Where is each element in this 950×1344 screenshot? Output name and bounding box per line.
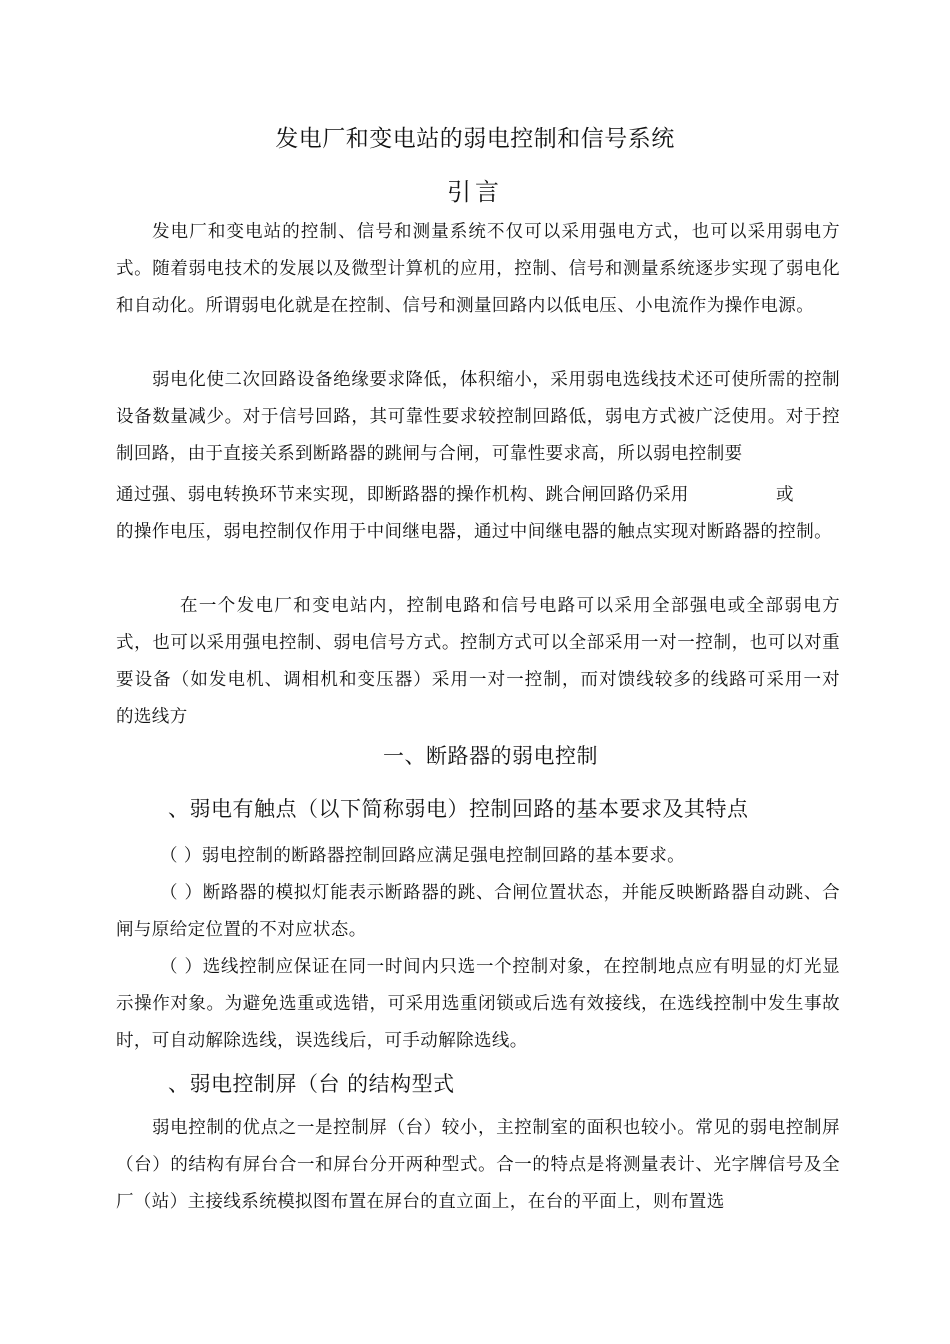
requirement-item-2: （ ）断路器的模拟灯能表示断路器的跳、合闸位置状态，并能反映断路器自动跳、合闸与原给定位置的不对应状态。 (116, 883, 840, 940)
paragraph-3: 在一个发电厂和变电站内，控制电路和信号电路可以采用全部强电或全部弱电方式，也可以采用强电控制、弱电信号方式。控制方式可以全部采用一对一控制，也可以对重要设备（如发电机、调相机和变压器）采用一对一控制，而对馈线较多的线路可采用一对 的选线方 (116, 596, 858, 727)
paragraph-2-line-right: 或 (776, 485, 794, 505)
subsection-heading-2: 、弱电控制屏（台 的结构型式 (168, 1072, 455, 1096)
requirement-item-1: （ ）弱电控制的断路器控制回路应满足强电控制回路的基本要求。 (160, 846, 686, 866)
document-title: 发电厂和变电站的弱电控制和信号系统 (275, 126, 675, 152)
section-heading-1: 一、断路器的弱电控制 (383, 744, 598, 768)
subsection-heading-1: 、弱电有触点（以下简称弱电）控制回路的基本要求及其特点 (168, 797, 749, 821)
paragraph-1: 发电厂和变电站的控制、信号和测量系统不仅可以采用强电方式，也可以采用弱电方式。随着弱电技术的发展以及微型计算机的应用，控制、信号和测量系统逐步实现了弱电化和自动化。所谓弱电化就是在控制、信号和测量回路内以低电压、小电流作为操作电源。 (116, 222, 840, 316)
paragraph-2a: 弱电化使二次回路设备绝缘要求降低，体积缩小，采用弱电选线技术还可使所需的控制设备数量减少。对于信号回路，其可靠性要求较控制回路低，弱电方式被广泛使用。对于控制回路，由于直接关系到断路器的跳闸与合闸，可靠性要求高，所以弱电控制要 (116, 370, 840, 464)
paragraph-2b: 的操作电压，弱电控制仅作用于中间继电器，通过中间继电器的触点实现对断路器的控制。 (116, 522, 832, 542)
paragraph-2-line-left: 通过强、弱电转换环节来实现，即断路器的操作机构、跳合闸回路仍采用 (116, 485, 689, 505)
requirement-item-3: （ ）选线控制应保证在同一时间内只选一个控制对象，在控制地点应有明显的灯光显示操作对象。为避免选重或选错，可采用选重闭锁或后选有效接线，在选线控制中发生事故时，可自动解除选线，误选线后，可手动解除选线。 (116, 957, 840, 1051)
paragraph-2-line (116, 477, 840, 514)
paragraph-4: 弱电控制的优点之一是控制屏（台）较小，主控制室的面积也较小。常见的弱电控制屏（台）的结构有屏台合一和屏台分开两种型式。合一的特点是将测量表计、光字牌信号及全厂（站）主接线系统模拟图布置在屏台的直立面上，在台的平面上，则布置选 (116, 1118, 840, 1212)
intro-heading: 引言 (447, 178, 503, 206)
